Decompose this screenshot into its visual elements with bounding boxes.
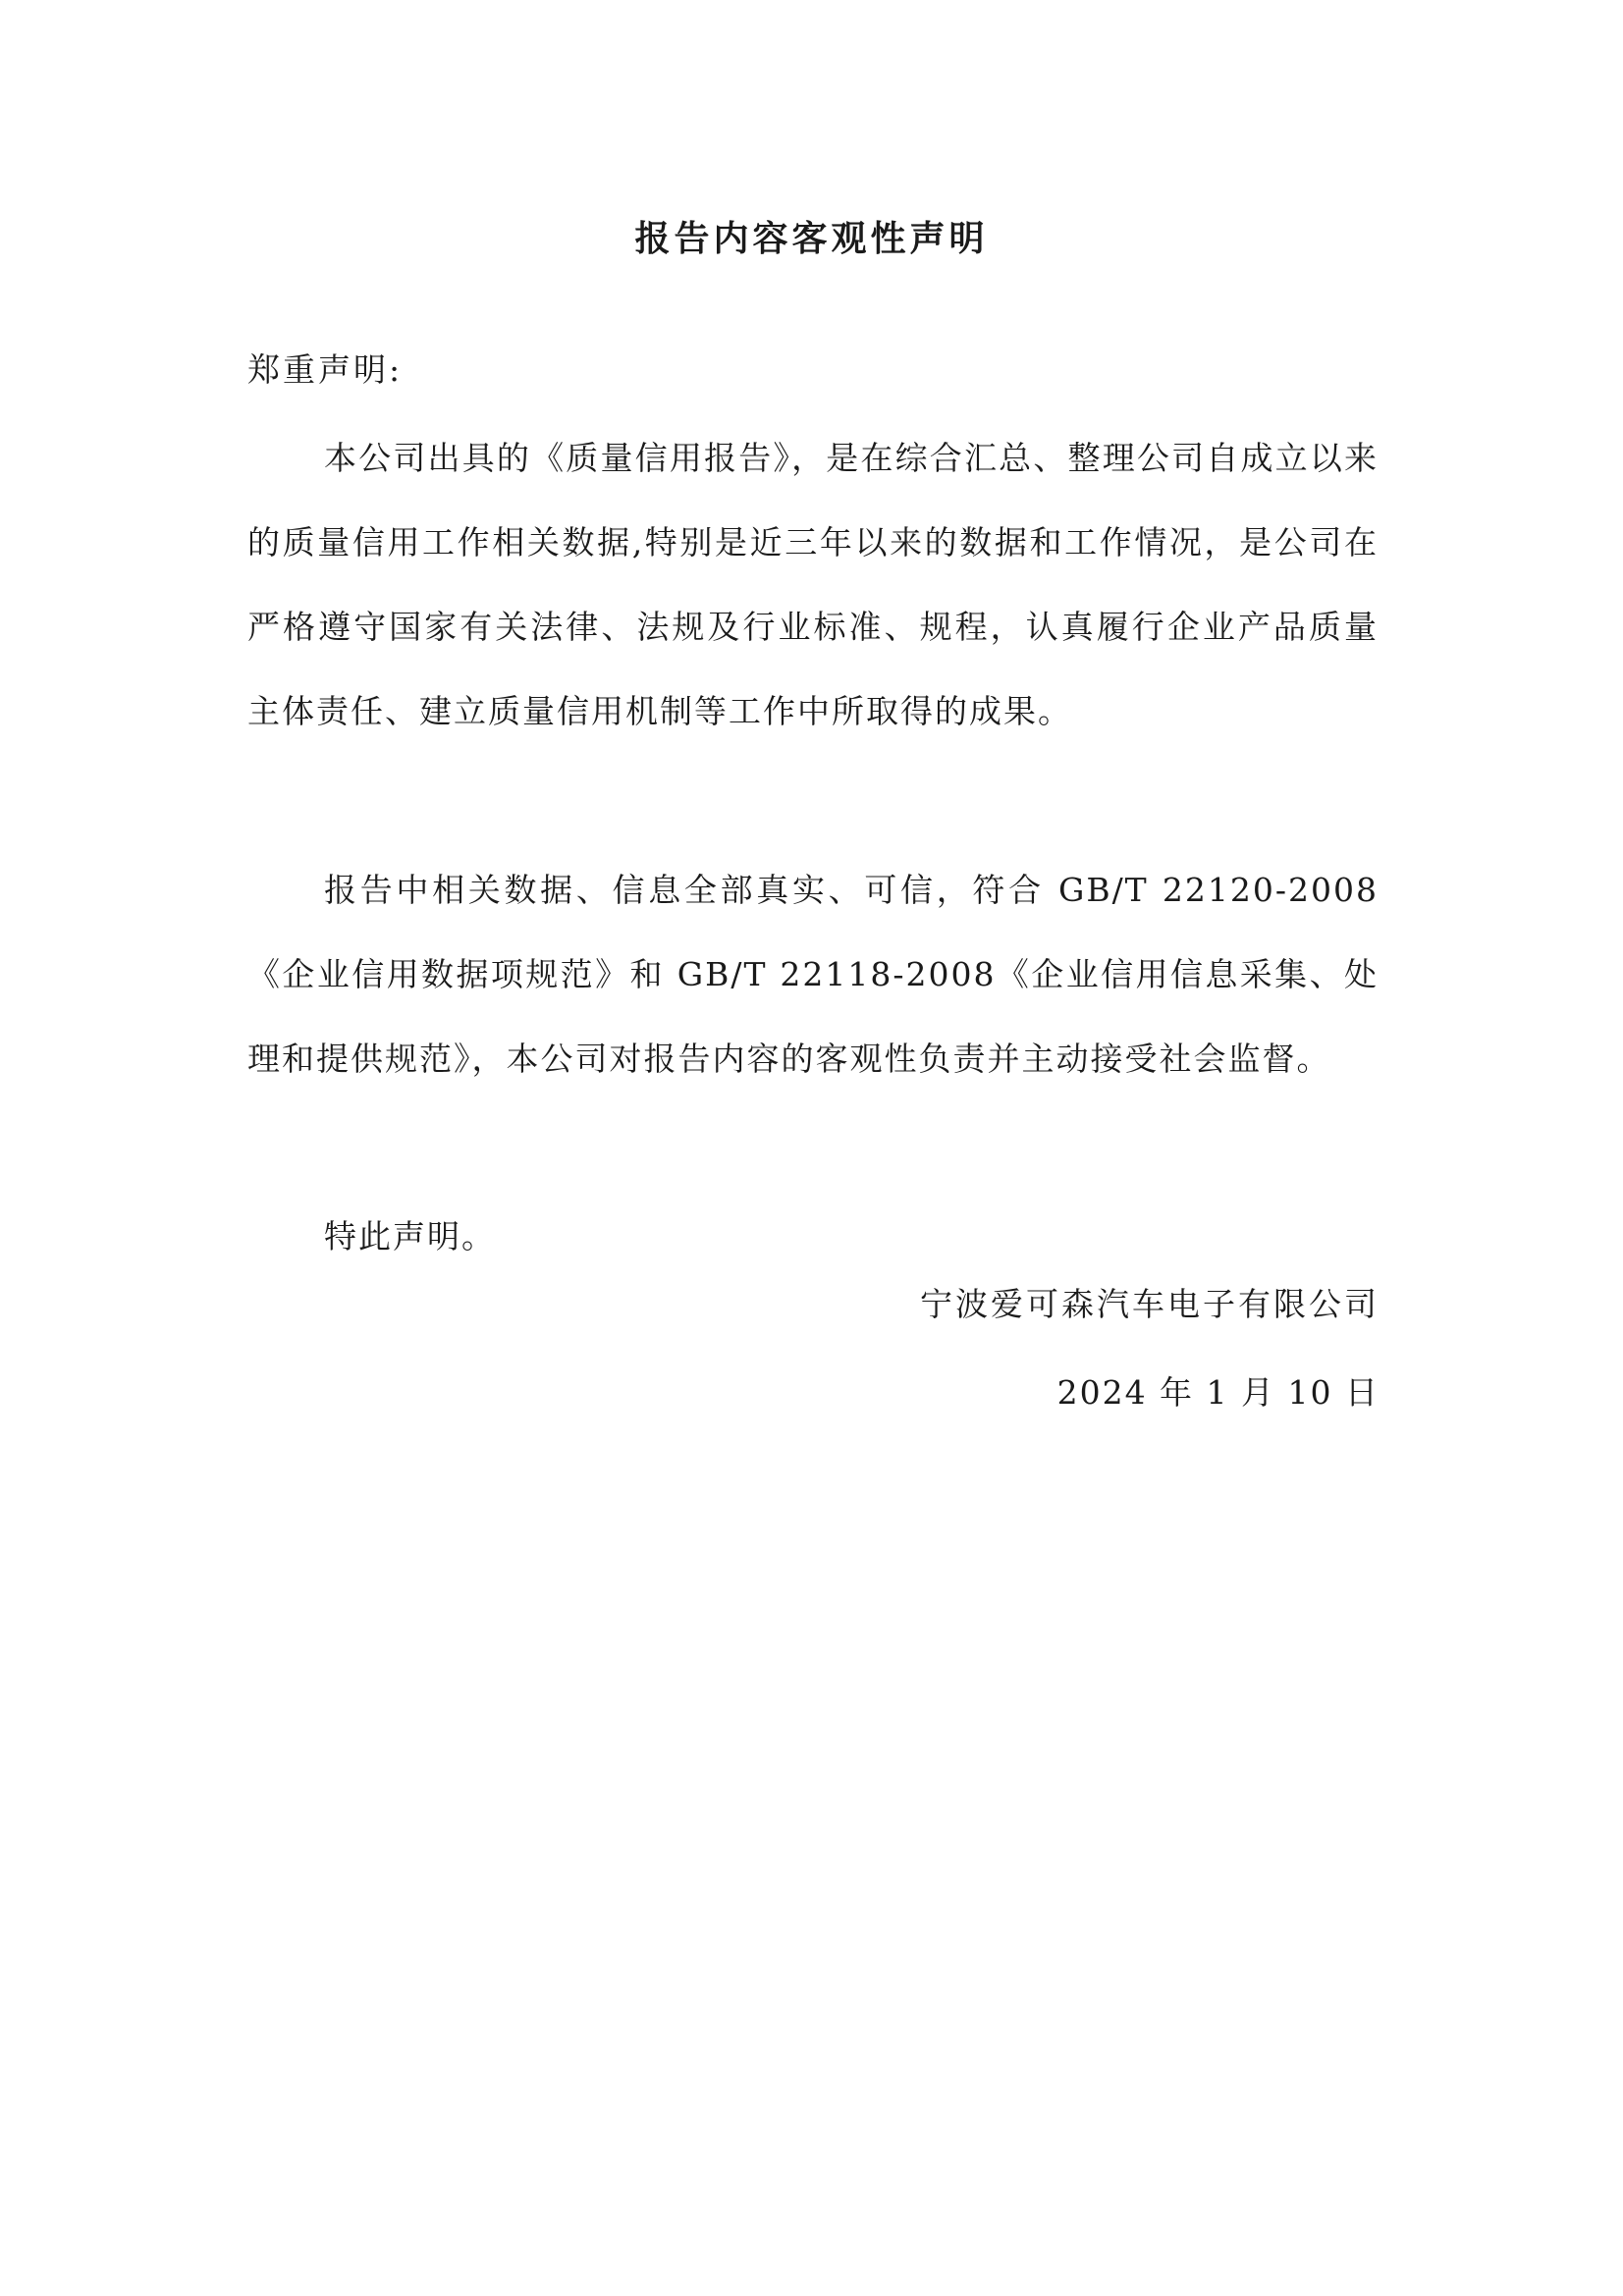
paragraph-1: 本公司出具的《质量信用报告》，是在综合汇总、整理公司自成立以来的质量信用工作相关数据,特别是近三年以来的数据和工作情况，是公司在严格遵守国家有关法律、法规及行业标准、规程，认真履行企业产品质量主体责任、建立质量信用机制等工作中所取得的成果。 [247,439,1379,730]
signer-company: 宁波爱可森汽车电子有限公司 [920,1285,1380,1323]
salutation: 郑重声明: [247,350,404,389]
document-title: 报告内容客观性声明 [634,218,989,259]
signature-date: 2024 年 1 月 10 日 [1056,1373,1380,1412]
paragraph-3: 特此声明。 [324,1217,496,1255]
paragraph-2: 报告中相关数据、信息全部真实、可信，符合 GB/T 22120-2008《企业信用数据项规范》和 GB/T 22118-2008《企业信用信息采集、处理和提供规范》，本公司对报告内容的客观性负责并主动接受社会监督。 [247,871,1379,1078]
